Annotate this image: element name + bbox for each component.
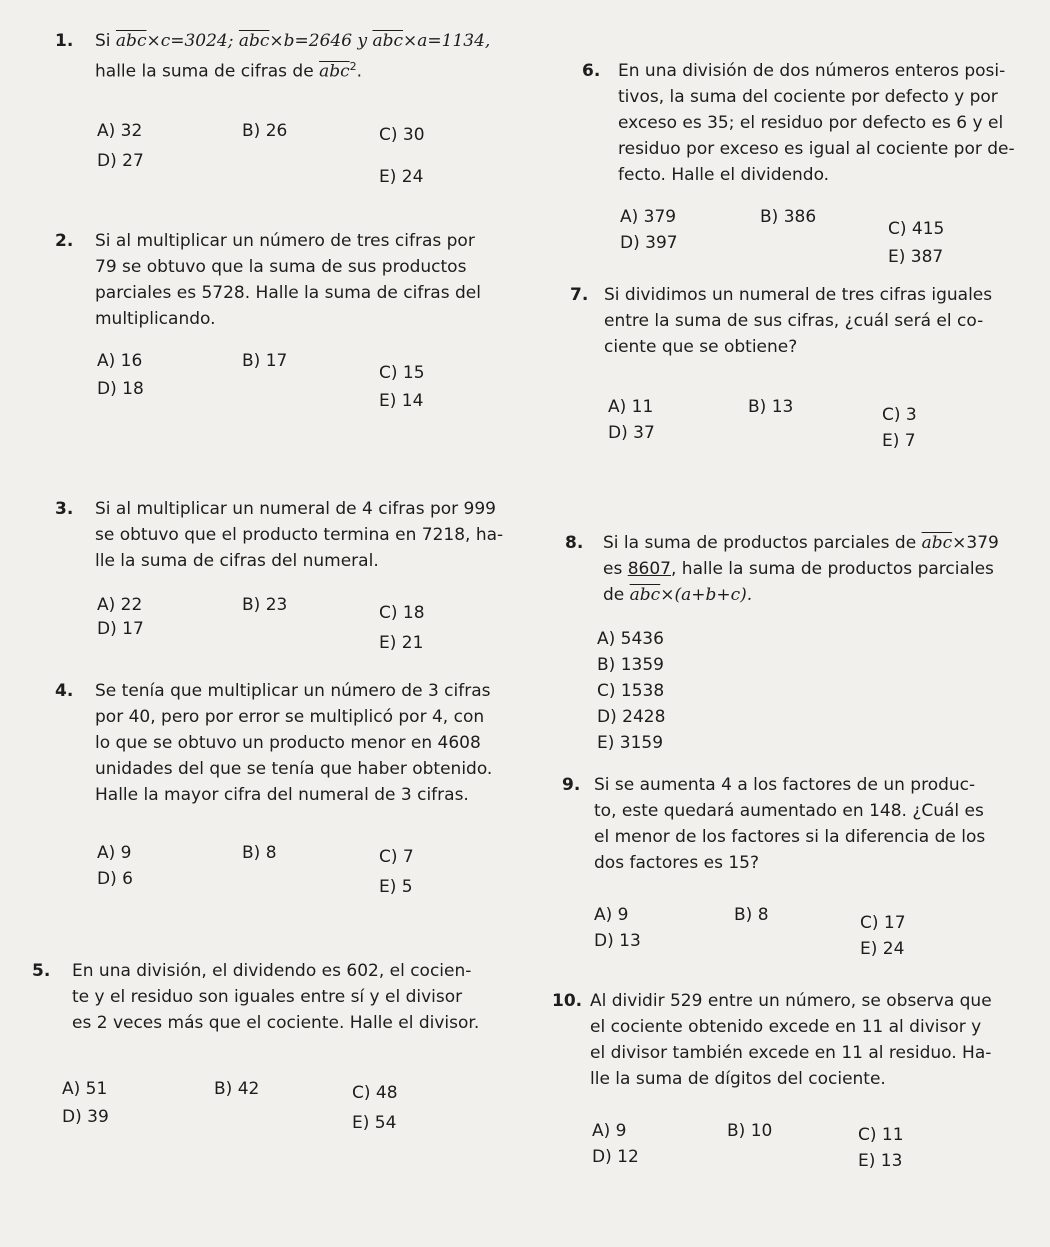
problem-text xyxy=(618,58,1015,188)
option-e: E) 24 xyxy=(379,167,424,187)
problem-line: por 40, pero por error se multiplicó por 4, con xyxy=(95,707,485,727)
problem-5 xyxy=(32,958,542,1133)
option-b: B) 8 xyxy=(734,905,769,925)
problem-line: el menor de los factores si la diferencia de los xyxy=(594,827,986,847)
option-b: B) 17 xyxy=(242,351,288,371)
problem-number: 10. xyxy=(552,991,583,1011)
option-e: E) 24 xyxy=(860,939,905,959)
problem-line: lle la suma de cifras del numeral. xyxy=(95,551,379,571)
problem-1 xyxy=(55,28,545,198)
option-b: B) 42 xyxy=(214,1079,260,1099)
problem-line: Si la suma de productos parciales de $\overline{abc}\times 379$ xyxy=(603,533,999,553)
option-d: D) 18 xyxy=(97,379,144,399)
problem-line: exceso es 35; el residuo por defecto es 6 y el xyxy=(618,113,1004,133)
problem-line: lo que se obtuvo un producto menor en 4608 xyxy=(95,733,481,753)
problem-line: te y el residuo son iguales entre sí y el divisor xyxy=(72,987,463,1007)
problem-line: es 8607, halle la suma de productos parciales xyxy=(603,559,994,579)
option-b: B) 1359 xyxy=(597,655,664,675)
problem-number: 6. xyxy=(582,61,601,81)
option-c: C) 415 xyxy=(888,219,945,239)
option-a: A) 9 xyxy=(594,905,629,925)
problem-line: el divisor también excede en 11 al residuo. Ha- xyxy=(590,1043,992,1063)
problem-line: entre la suma de sus cifras, ¿cuál será el co- xyxy=(604,311,984,331)
problem-3 xyxy=(55,496,545,656)
problem-text xyxy=(95,228,481,332)
problem-2 xyxy=(55,228,545,418)
problem-line: halle la suma de cifras de $\overline{abc}^2$. xyxy=(95,60,363,82)
problem-7 xyxy=(570,282,1040,462)
option-e: E) 3159 xyxy=(597,733,664,753)
option-c: C) 30 xyxy=(379,125,425,145)
option-c: C) 18 xyxy=(379,603,425,623)
option-e: E) 7 xyxy=(882,431,916,451)
option-c: C) 3 xyxy=(882,405,917,425)
option-b: B) 386 xyxy=(760,207,817,227)
option-b: B) 8 xyxy=(242,843,277,863)
problem-line: Si dividimos un numeral de tres cifras iguales xyxy=(604,285,993,305)
option-d: D) 2428 xyxy=(597,707,666,727)
option-e: E) 14 xyxy=(379,391,424,411)
option-b: B) 13 xyxy=(748,397,794,417)
option-b: B) 23 xyxy=(242,595,288,615)
option-e: E) 21 xyxy=(379,633,424,653)
problem-line: Si se aumenta 4 a los factores de un produc- xyxy=(594,775,976,795)
option-d: D) 12 xyxy=(592,1147,639,1167)
problem-line: Halle la mayor cifra del numeral de 3 cifras. xyxy=(95,785,469,805)
problem-number: 3. xyxy=(55,499,74,519)
problem-8 xyxy=(565,530,1035,760)
problem-text xyxy=(604,282,992,360)
option-d: D) 13 xyxy=(594,931,641,951)
option-d: D) 27 xyxy=(97,151,144,171)
option-a: A) 32 xyxy=(97,121,143,141)
problem-9 xyxy=(562,772,1037,962)
problem-text xyxy=(590,988,992,1092)
problem-number: 8. xyxy=(565,533,584,553)
option-b: B) 10 xyxy=(727,1121,773,1141)
problem-line: lle la suma de dígitos del cociente. xyxy=(590,1069,886,1089)
option-a: A) 379 xyxy=(620,207,677,227)
problem-text xyxy=(95,28,490,85)
option-c: C) 7 xyxy=(379,847,414,867)
problem-line: ciente que se obtiene? xyxy=(604,337,798,357)
problem-line: 79 se obtuvo que la suma de sus productos xyxy=(95,257,467,277)
problem-number: 5. xyxy=(32,961,51,981)
option-d: D) 17 xyxy=(97,619,144,639)
problem-text xyxy=(72,958,479,1036)
option-c: C) 48 xyxy=(352,1083,398,1103)
problem-line: Si al multiplicar un numeral de 4 cifras por 999 xyxy=(95,499,496,519)
problem-line: Al dividir 529 entre un número, se observa que xyxy=(590,991,992,1011)
option-c: C) 11 xyxy=(858,1125,904,1145)
problem-line: to, este quedará aumentado en 148. ¿Cuál es xyxy=(594,801,984,821)
option-a: A) 22 xyxy=(97,595,143,615)
option-c: C) 1538 xyxy=(597,681,665,701)
problem-line: parciales es 5728. Halle la suma de cifras del xyxy=(95,283,481,303)
option-a: A) 5436 xyxy=(597,629,664,649)
problem-line: fecto. Halle el dividendo. xyxy=(618,165,830,185)
option-a: A) 16 xyxy=(97,351,143,371)
option-b: B) 26 xyxy=(242,121,288,141)
problem-4 xyxy=(55,678,545,898)
problem-number: 1. xyxy=(55,31,74,51)
option-d: D) 397 xyxy=(620,233,678,253)
problem-number: 4. xyxy=(55,681,74,701)
problem-line: se obtuvo que el producto termina en 7218, ha- xyxy=(95,525,504,545)
problem-10 xyxy=(552,988,1042,1178)
problem-number: 9. xyxy=(562,775,581,795)
problem-text xyxy=(95,496,503,574)
problem-6 xyxy=(582,58,1042,278)
problem-line: Se tenía que multiplicar un número de 3 cifras xyxy=(95,681,491,701)
option-c: C) 17 xyxy=(860,913,906,933)
problem-line: de $\overline{abc}\times(a+b+c)$. xyxy=(603,585,753,605)
problem-text xyxy=(603,530,999,608)
option-d: D) 37 xyxy=(608,423,655,443)
option-e: E) 5 xyxy=(379,877,413,897)
option-a: A) 51 xyxy=(62,1079,108,1099)
problem-line: dos factores es 15? xyxy=(594,853,759,873)
option-e: E) 54 xyxy=(352,1113,397,1133)
problem-line: es 2 veces más que el cociente. Halle el divisor. xyxy=(72,1013,480,1033)
option-e: E) 13 xyxy=(858,1151,903,1171)
problem-line: Si $\overline{abc}\times c=3024$; $\overline{abc}\times b=2646$ y $\overline{abc}\times a=1134$, xyxy=(95,31,491,51)
problem-line: el cociente obtenido excede en 11 al divisor y xyxy=(590,1017,982,1037)
problem-line: En una división de dos números enteros posi- xyxy=(618,61,1006,81)
problem-line: multiplicando. xyxy=(95,309,216,329)
problem-text xyxy=(594,772,985,876)
option-a: A) 9 xyxy=(97,843,132,863)
problem-text xyxy=(95,678,492,808)
option-d: D) 39 xyxy=(62,1107,109,1127)
option-d: D) 6 xyxy=(97,869,133,889)
option-c: C) 15 xyxy=(379,363,425,383)
option-a: A) 9 xyxy=(592,1121,627,1141)
problem-line: residuo por exceso es igual al cociente por de- xyxy=(618,139,1015,159)
problem-line: Si al multiplicar un número de tres cifras por xyxy=(95,231,475,251)
option-a: A) 11 xyxy=(608,397,654,417)
problem-number: 7. xyxy=(570,285,589,305)
problem-line: tivos, la suma del cociente por defecto y por xyxy=(618,87,998,107)
option-e: E) 387 xyxy=(888,247,944,267)
problem-line: En una división, el dividendo es 602, el cocien- xyxy=(72,961,472,981)
problem-line: unidades del que se tenía que haber obtenido. xyxy=(95,759,493,779)
problem-number: 2. xyxy=(55,231,74,251)
